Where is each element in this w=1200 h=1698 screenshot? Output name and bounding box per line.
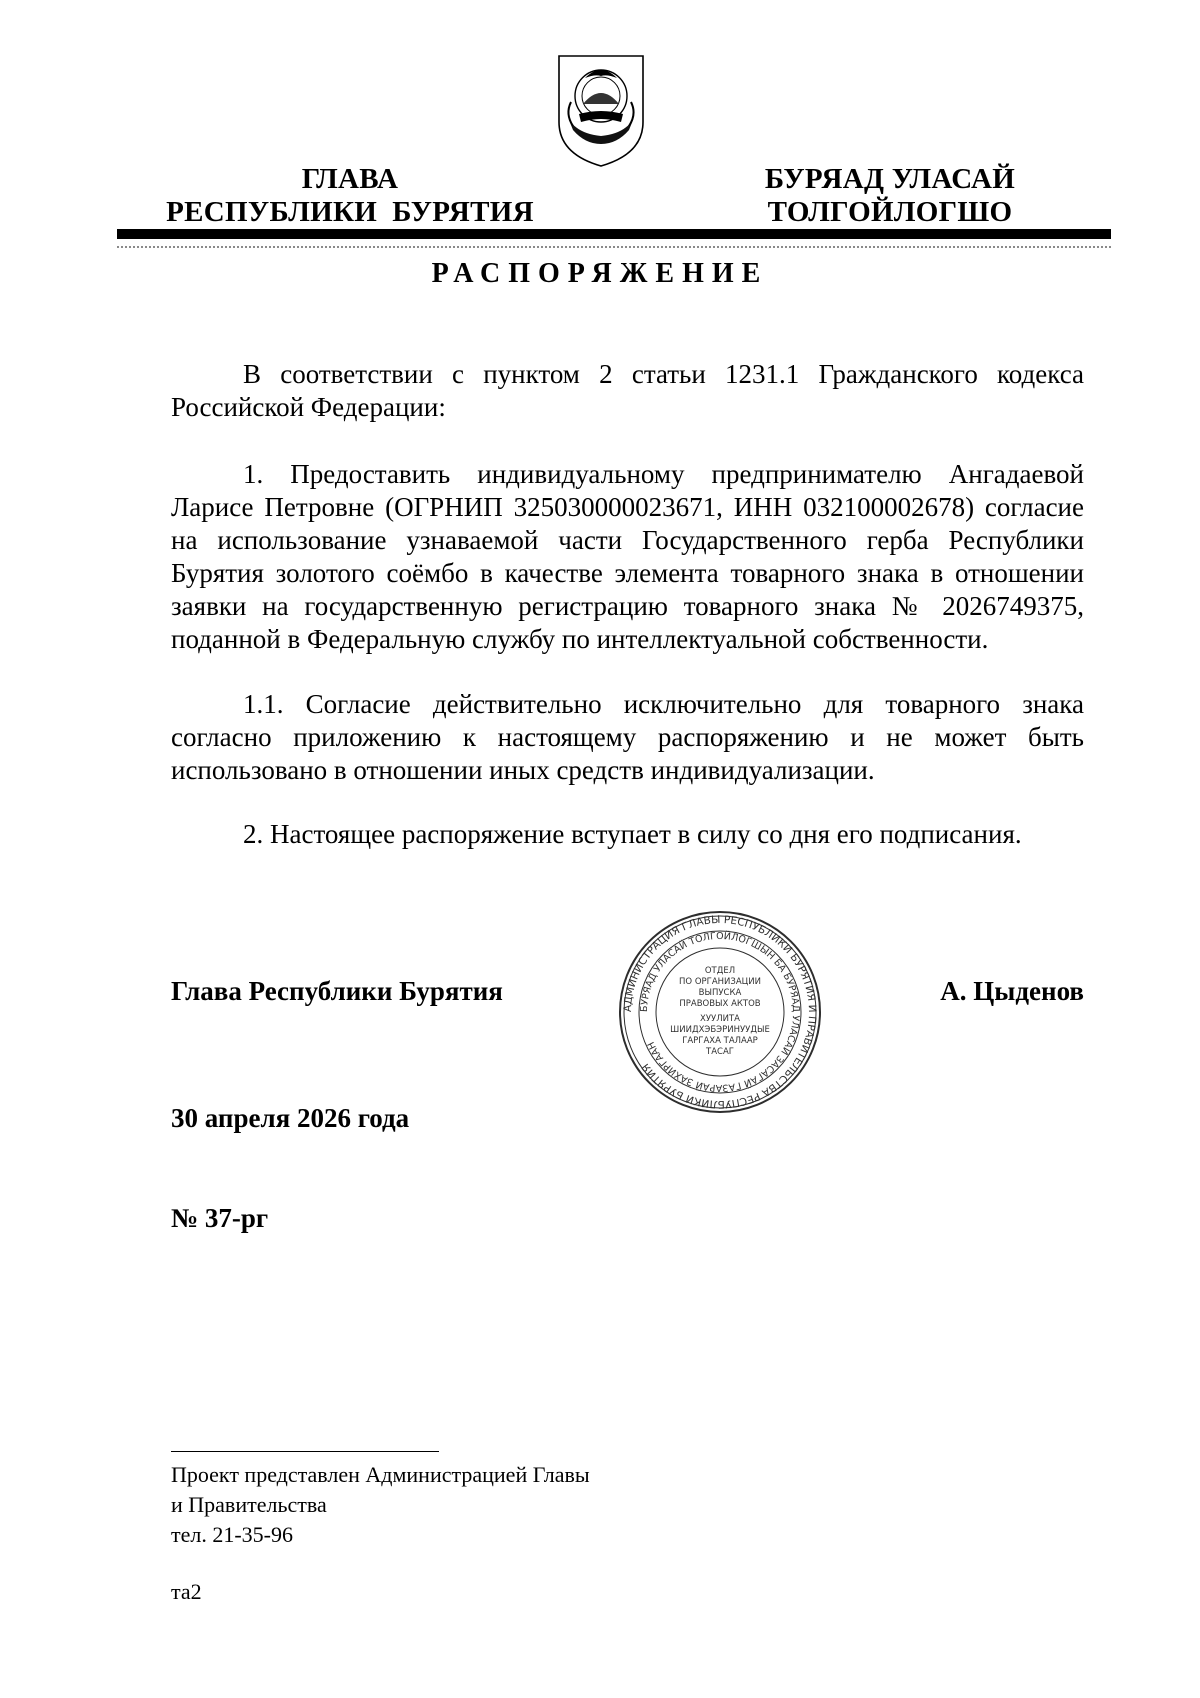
header-left-line1: ГЛАВА [301,163,399,195]
stamp-center-line: ШИИДХЭБЭРИНУУДЫЕ [670,1025,770,1035]
stamp-center-line: ОТДЕЛ [704,966,736,976]
stamp-center-line: ПРАВОВЫХ АКТОВ [679,999,761,1009]
footer-rule [171,1451,439,1452]
document-number: № 37-рг [171,1203,269,1233]
stamp-center-line: ГАРГАХА ТАЛААР [682,1036,758,1046]
header-right-line2: ТОЛГОЙЛОГШО [767,196,1013,228]
item-2-paragraph: 2. Настоящее распоряжение вступает в силу со дня его подписания. [243,819,1022,849]
item-1-1-paragraph: 1.1. Согласие действительно исключительно для товарного знака согласно приложению к настоящему распоряжению и не может быть использовано в отношении иных средств индивидуализации. [171,689,1084,785]
header-right-line1: БУРЯАД УЛАСАЙ [764,163,1016,195]
header-left [150,163,550,229]
footer-code: та2 [171,1579,202,1604]
stamp-center-line: ТАСАГ [706,1047,734,1057]
stamp-outer-text: АДМИНИСТРАЦИЯ ГЛАВЫ РЕСПУБЛИКИ БУРЯТИЯ И ПРАВИТЕЛЬСТВА РЕСПУБЛИКИ БУРЯТИЯ [621,913,819,1111]
stamp-inner-text: БУРЯАД УЛАСАЙ ТОЛГОЙЛОГШЫН БА БУРЯАД УЛАСАЙ ЗАСАГАЙ ГАЗАРАЙ ЗАХИРГААН [638,930,802,1094]
footer-line1: Проект представлен Администрацией Главы [171,1462,590,1487]
header-thick-rule [117,229,1111,239]
coat-of-arms-emblem [555,52,647,170]
header-right [740,163,1040,229]
document-date: 30 апреля 2026 года [171,1103,410,1133]
signature-name: А. Цыденов [940,976,1084,1006]
header-dotted-rule [117,246,1111,248]
stamp-center-line: ВЫПУСКА [698,988,742,998]
footer-phone: тел. 21-35-96 [171,1522,294,1547]
stamp-center-line: ПО ОРГАНИЗАЦИИ [679,977,761,987]
stamp-center-line: ХУУЛИТА [700,1014,740,1024]
item-1-paragraph: 1. Предоставить индивидуальному предпринимателю Ангадаевой Ларисе Петровне (ОГРНИП 325030000023671, ИНН 032100002678) согласие на использование узнаваемой части Государственного герба Республики Бурятия золотого соёмбо в качестве элемента товарного знака в отношении заявки на государственную регистрацию товарного знака № 2026749375, поданной в Федеральную службу по интеллектуальной собственности. [171,459,1084,654]
header-left-line2: РЕСПУБЛИКИ БУРЯТИЯ [166,196,534,228]
document-title: РАСПОРЯЖЕНИЕ [431,258,769,289]
signature-position: Глава Республики Бурятия [171,976,503,1006]
footer-block [171,1460,590,1550]
intro-paragraph: В соответствии с пунктом 2 статьи 1231.1 Гражданского кодекса Российской Федерации: [171,359,1084,422]
official-stamp [617,909,823,1115]
footer-line2: и Правительства [171,1492,327,1517]
